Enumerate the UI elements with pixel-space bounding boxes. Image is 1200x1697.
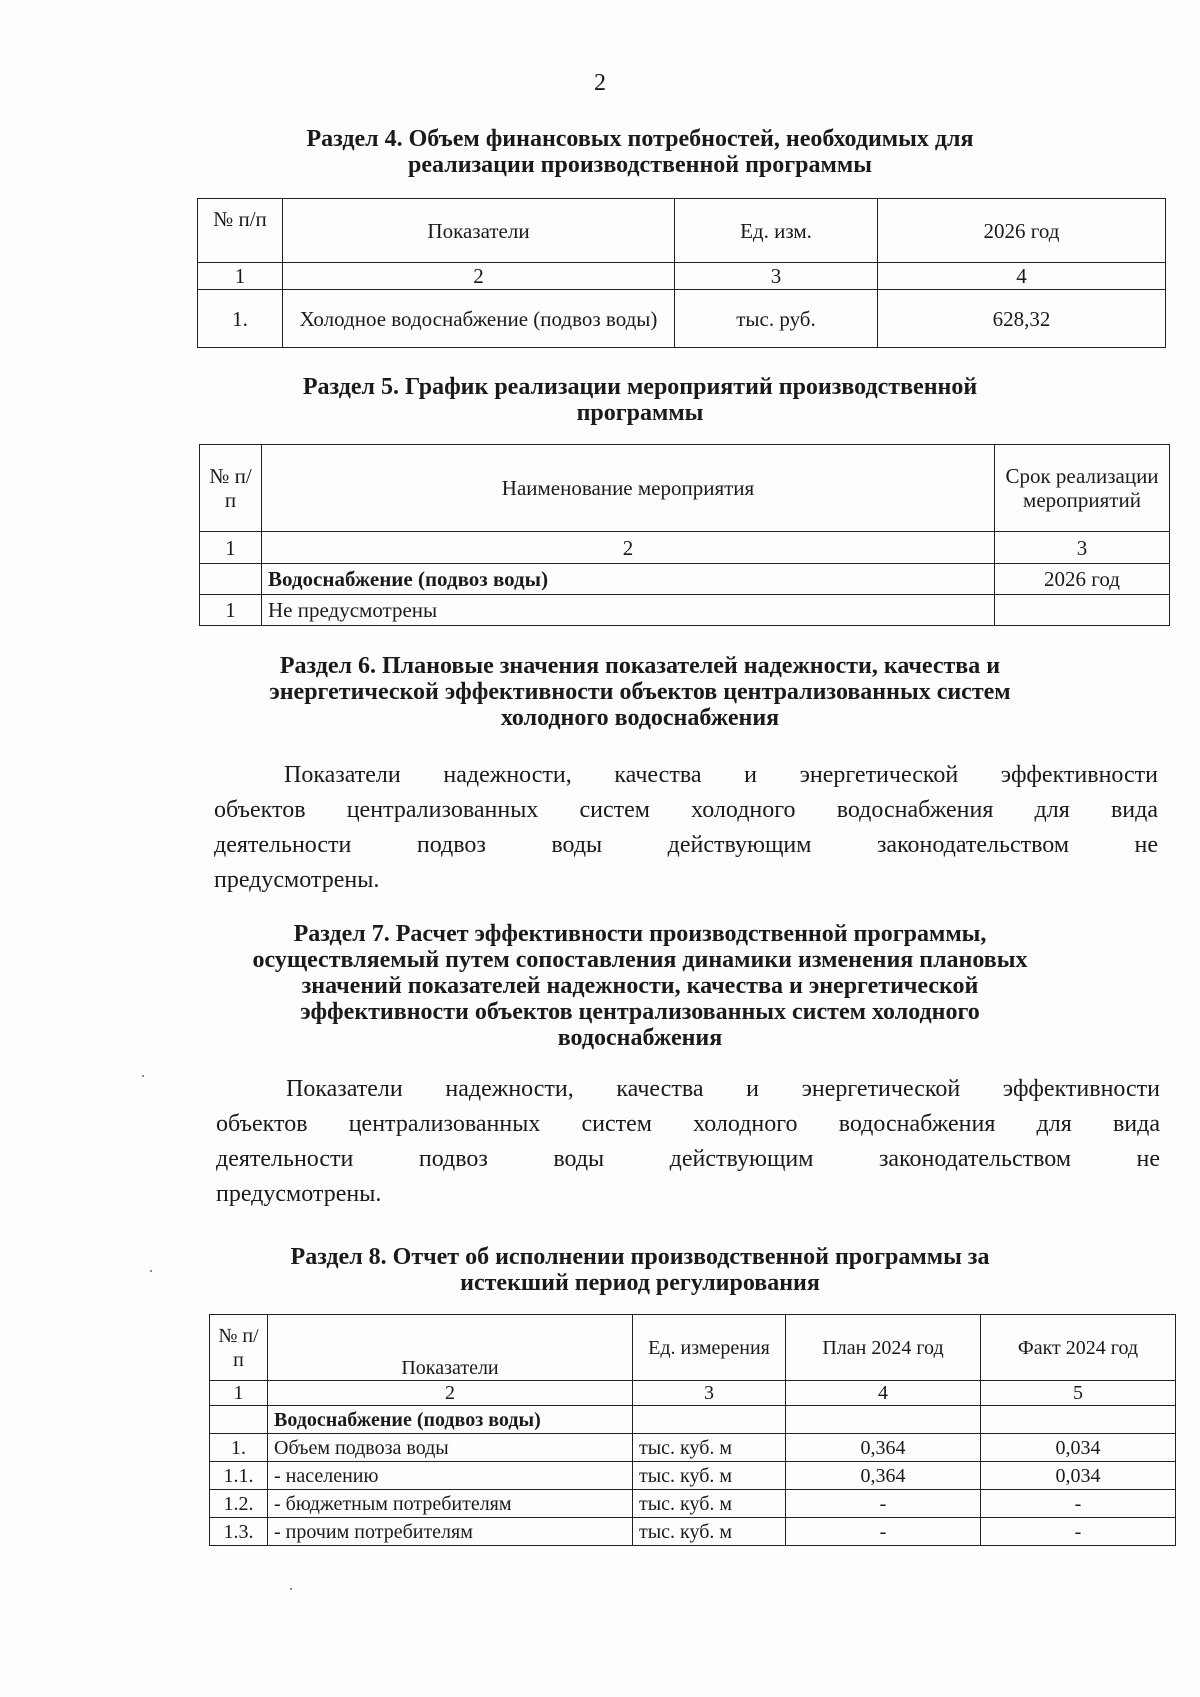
column-number-row	[200, 532, 1170, 564]
header-cell: Показатели	[268, 1315, 633, 1381]
column-number: 4	[878, 263, 1166, 290]
group-term: 2026 год	[995, 564, 1170, 595]
section-6-title-line: Раздел 6. Плановые значения показателей надежности, качества и	[279, 653, 1001, 679]
row-fact: -	[981, 1518, 1176, 1546]
header-cell: № п/п	[200, 445, 262, 532]
row-number: 1	[200, 595, 262, 626]
section-7-title-line: эффективности объектов централизованных систем холодного	[300, 999, 980, 1025]
section-4-title	[200, 126, 1080, 178]
column-number: 3	[995, 532, 1170, 564]
header-cell: Срок реализации мероприятий	[995, 445, 1170, 532]
group-name: Водоснабжение (подвоз воды)	[262, 564, 995, 595]
row-plan: 0,364	[786, 1462, 981, 1490]
column-number: 1	[200, 532, 262, 564]
scan-speck	[290, 1588, 292, 1590]
column-number: 2	[262, 532, 995, 564]
row-number: 1.3.	[210, 1518, 268, 1546]
section-4-table	[197, 198, 1166, 348]
paragraph-line: деятельности подвоз воды действующим законодательством не	[214, 832, 1158, 858]
empty-cell	[981, 1406, 1176, 1434]
table-row	[210, 1434, 1176, 1462]
table-row	[210, 1518, 1176, 1546]
section-7-title-line: значений показателей надежности, качества и энергетической	[301, 973, 979, 999]
header-cell: План 2024 год	[786, 1315, 981, 1381]
empty-cell	[786, 1406, 981, 1434]
row-plan: 0,364	[786, 1434, 981, 1462]
row-number: 1.	[198, 290, 283, 348]
section-6-title	[200, 653, 1080, 731]
group-name: Водоснабжение (подвоз воды)	[268, 1406, 633, 1434]
group-row	[210, 1406, 1176, 1434]
section-5-title-line: Раздел 5. График реализации мероприятий производственной	[302, 374, 978, 400]
section-7-paragraph	[216, 1072, 1160, 1212]
header-cell: Факт 2024 год	[981, 1315, 1176, 1381]
row-name: Холодное водоснабжение (подвоз воды)	[283, 290, 675, 348]
section-6-title-line: холодного водоснабжения	[500, 705, 780, 731]
paragraph-line: объектов централизованных систем холодного водоснабжения для вида	[216, 1111, 1160, 1137]
section-5-title-line: программы	[576, 400, 704, 426]
row-name: Объем подвоза воды	[268, 1434, 633, 1462]
section-4-title-line: Раздел 4. Объем финансовых потребностей, необходимых для	[306, 126, 974, 152]
row-unit: тыс. куб. м	[633, 1462, 786, 1490]
table-header-row	[200, 445, 1170, 532]
group-number	[210, 1406, 268, 1434]
row-unit: тыс. куб. м	[633, 1518, 786, 1546]
row-plan: -	[786, 1490, 981, 1518]
section-5-table	[199, 444, 1170, 626]
paragraph-line: Показатели надежности, качества и энергетической эффективности	[286, 1076, 1160, 1102]
section-6-paragraph	[214, 758, 1158, 898]
row-term	[995, 595, 1170, 626]
paragraph-line: Показатели надежности, качества и энергетической эффективности	[284, 762, 1158, 788]
row-name: - бюджетным потребителям	[268, 1490, 633, 1518]
section-4-title-line: реализации производственной программы	[408, 152, 872, 178]
paragraph-line: объектов централизованных систем холодного водоснабжения для вида	[214, 797, 1158, 823]
row-unit: тыс. куб. м	[633, 1490, 786, 1518]
section-8-title-line: истекший период регулирования	[460, 1270, 820, 1296]
header-cell: 2026 год	[878, 199, 1166, 263]
empty-cell	[633, 1406, 786, 1434]
table-row	[210, 1490, 1176, 1518]
section-7-title-line: водоснабжения	[557, 1025, 723, 1051]
paragraph-line: предусмотрены.	[216, 1181, 382, 1207]
table-row	[200, 595, 1170, 626]
header-cell: № п/п	[198, 199, 283, 263]
row-number: 1.1.	[210, 1462, 268, 1490]
paragraph-line: деятельности подвоз воды действующим законодательством не	[216, 1146, 1160, 1172]
section-8-title	[200, 1244, 1080, 1296]
row-fact: 0,034	[981, 1434, 1176, 1462]
header-cell: Ед. измерения	[633, 1315, 786, 1381]
row-plan: -	[786, 1518, 981, 1546]
header-cell: Ед. изм.	[675, 199, 878, 263]
section-7-title-line: осуществляемый путем сопоставления динамики изменения плановых	[252, 947, 1028, 973]
column-number: 1	[210, 1381, 268, 1406]
header-cell: Наименование мероприятия	[262, 445, 995, 532]
row-name: Не предусмотрены	[262, 595, 995, 626]
row-unit: тыс. куб. м	[633, 1434, 786, 1462]
column-number: 1	[198, 263, 283, 290]
section-8-table	[209, 1314, 1176, 1546]
row-number: 1.	[210, 1434, 268, 1462]
group-row	[200, 564, 1170, 595]
section-6-title-line: энергетической эффективности объектов централизованных систем	[269, 679, 1011, 705]
column-number: 3	[675, 263, 878, 290]
row-unit: тыс. руб.	[675, 290, 878, 348]
column-number: 5	[981, 1381, 1176, 1406]
section-5-title	[200, 374, 1080, 426]
column-number: 3	[633, 1381, 786, 1406]
column-number: 2	[283, 263, 675, 290]
table-header-row	[198, 199, 1166, 263]
row-value: 628,32	[878, 290, 1166, 348]
table-row	[198, 290, 1166, 348]
column-number-row	[210, 1381, 1176, 1406]
page-number: 2	[594, 70, 606, 96]
column-number: 4	[786, 1381, 981, 1406]
row-fact: -	[981, 1490, 1176, 1518]
row-name: - населению	[268, 1462, 633, 1490]
row-number: 1.2.	[210, 1490, 268, 1518]
table-header-row	[210, 1315, 1176, 1381]
scan-speck	[142, 1075, 144, 1077]
row-name: - прочим потребителям	[268, 1518, 633, 1546]
column-number: 2	[268, 1381, 633, 1406]
row-fact: 0,034	[981, 1462, 1176, 1490]
paragraph-line: предусмотрены.	[214, 867, 380, 893]
section-7-title	[200, 921, 1080, 1051]
column-number-row	[198, 263, 1166, 290]
group-number	[200, 564, 262, 595]
table-row	[210, 1462, 1176, 1490]
scan-speck	[150, 1270, 152, 1272]
section-8-title-line: Раздел 8. Отчет об исполнении производственной программы за	[290, 1244, 990, 1270]
header-cell: Показатели	[283, 199, 675, 263]
header-cell: № п/п	[210, 1315, 268, 1381]
section-7-title-line: Раздел 7. Расчет эффективности производственной программы,	[293, 921, 987, 947]
